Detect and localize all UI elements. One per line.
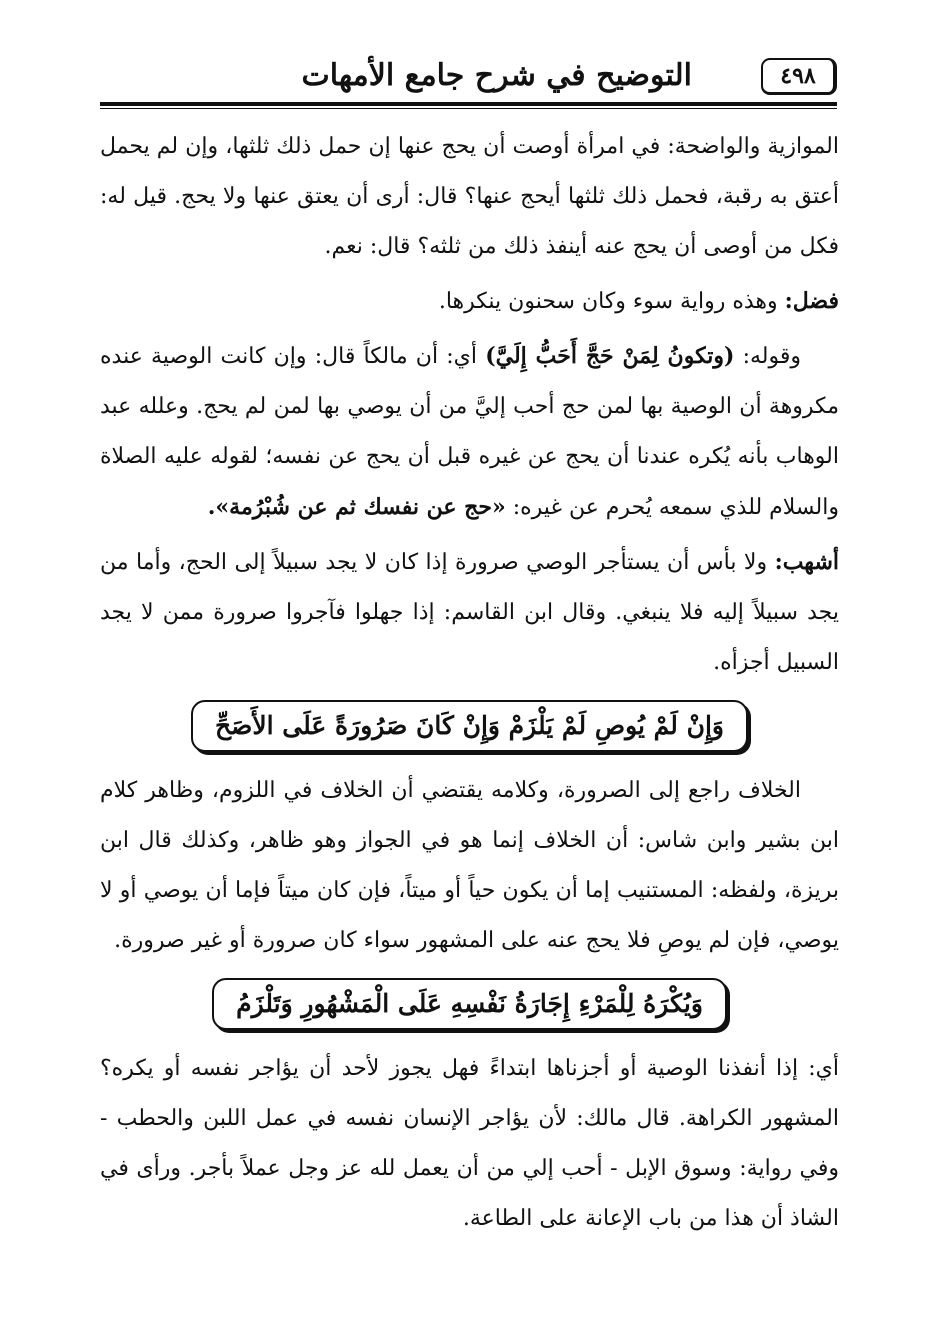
- paragraph-4: [100, 537, 839, 688]
- hadith-quote: «حج عن نفسك ثم عن شُبْرُمة».: [207, 494, 506, 520]
- header-rule-thin: [100, 108, 837, 109]
- speaker-ashhab: أشهب:: [774, 549, 839, 575]
- page-number: ٤٩٨: [761, 58, 837, 95]
- paragraph-4-text: ولا بأس أن يستأجر الوصي صرورة إذا كان لا يجد سبيلاً إلى الحج، وأما من يجد سبيلاً إليه فلا ينبغي. وقال ابن القاسم: إذا جهلوا فآجروا صرورة ممن لا يجد السبيل أجزأه.: [100, 550, 839, 675]
- paragraph-2-text: وهذه رواية سوء وكان سحنون ينكرها.: [438, 289, 785, 314]
- paragraph-2: [100, 276, 839, 327]
- matn-heading-1: وَإِنْ لَمْ يُوصِ لَمْ يَلْزَمْ وَإِنْ كَانَ صَرُورَةً عَلَى الأَصَحِّ: [191, 700, 748, 752]
- paragraph-6: أي: إذا أنفذنا الوصية أو أجزناها ابتداءً فهل يجوز لأحد أن يؤاجر نفسه أو يكره؟ المشهور الكراهة. قال مالك: لأن يؤاجر الإنسان نفسه في عمل اللبن والحطب - وفي رواية: وسوق الإبل - أحب إلي من أن يعمل لله عز وجل عملاً بأجر. ورأى في الشاذ أن هذا من باب الإعانة على الطاعة.: [100, 1056, 839, 1231]
- page-header: [100, 52, 837, 110]
- book-title: التوضيح في شرح جامع الأمهات: [301, 58, 692, 93]
- matn-heading-2: وَيُكْرَهُ لِلْمَرْءِ إِجَارَةُ نَفْسِهِ عَلَى الْمَشْهُورِ وَتَلْزَمُ: [212, 978, 727, 1030]
- speaker-fadl: فضل:: [784, 288, 839, 314]
- paragraph-5: الخلاف راجع إلى الصرورة، وكلامه يقتضي أن الخلاف في اللزوم، وظاهر كلام ابن بشير وابن شاس: أن الخلاف إنما هو في الجواز وهو ظاهر، وكذلك قال ابن بريزة، ولفظه: المستنيب إما أن يكون حياً أو ميتاً، فإن كان ميتاً فإما أن يوصي أو لا يوصي، فإن لم يوصِ فلا يحج عنه على المشهور سواء كان صرورة أو غير صرورة.: [100, 778, 839, 953]
- matn-quote: (وتكونُ لِمَنْ حَجَّ أَحَبُّ إِلَيَّ): [485, 343, 735, 369]
- paragraph-1: الموازية والواضحة: في امرأة أوصت أن يحج عنها إن حمل ذلك ثلثها، وإن لم يحمل أعتق به رقبة، فحمل ذلك ثلثها أيحج عنها؟ قال: أرى أن يعتق عنها ولا يحج. قيل له: فكل من أوصى أن يحج عنه أينفذ ذلك من ثلثه؟ قال: نعم.: [100, 134, 839, 259]
- page-body: [100, 122, 839, 1244]
- header-rule: [100, 102, 837, 106]
- paragraph-3: [100, 331, 839, 533]
- paragraph-3-text: أي: أن مالكاً قال: وإن كانت الوصية عنده مكروهة أن الوصية بها لمن حج أحب إليَّ من أن يوصي بها لمن لم يحج. وعلله عبد الوهاب بأنه يُكره عندنا أن يحج عن غيره قبل أن يحج عن نفسه؛ لقوله عليه الصلاة والسلام للذي سمعه يُحرم عن غيره:: [100, 344, 839, 520]
- paragraph-3-intro: وقوله:: [734, 344, 802, 369]
